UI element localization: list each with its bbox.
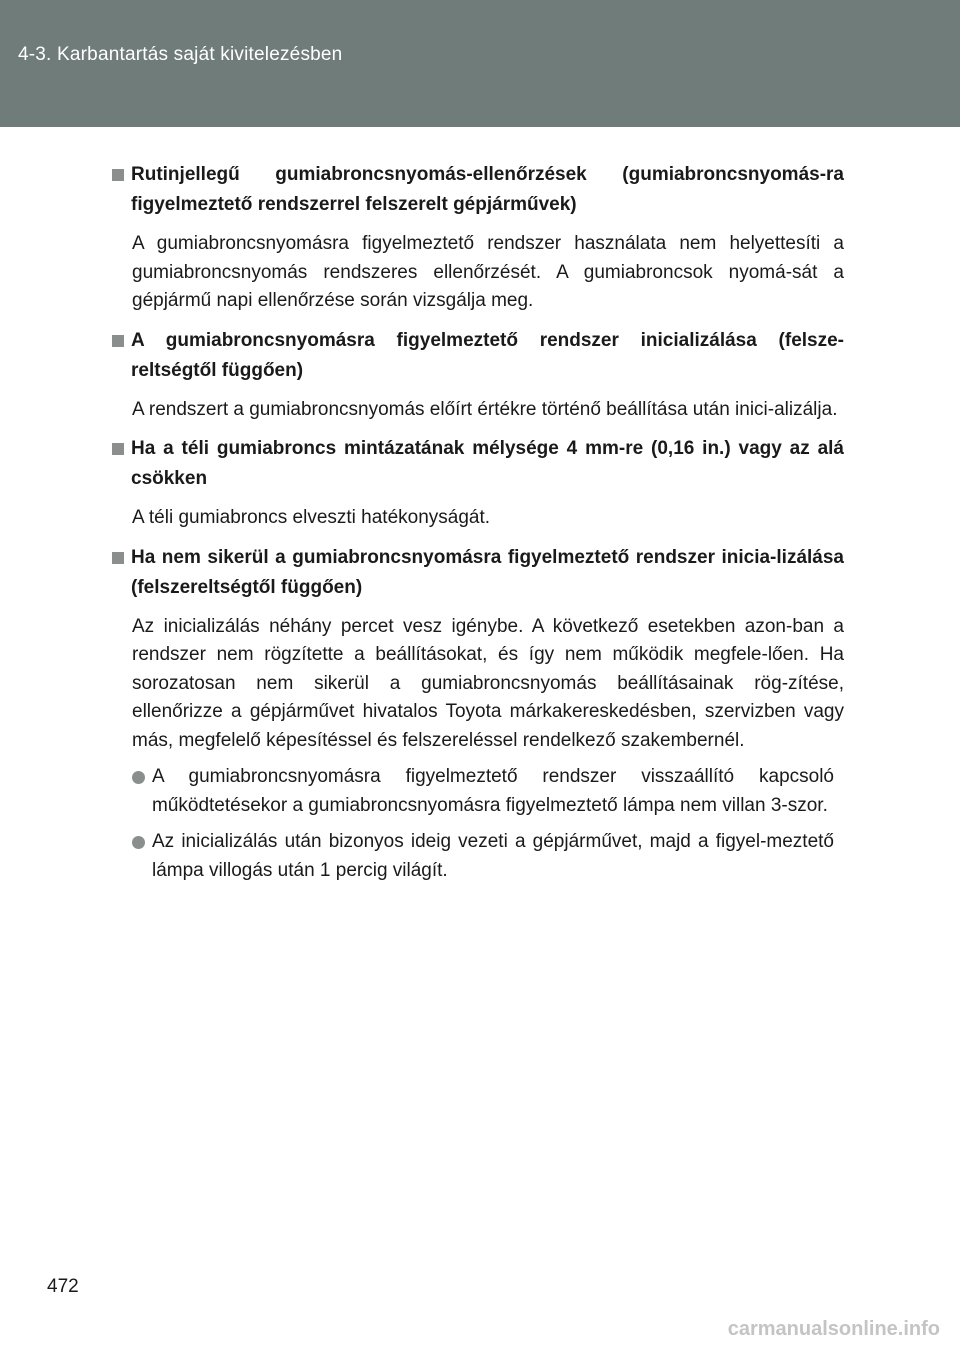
section-body: Az inicializálás néhány percet vesz igénybe. A következő esetekben azon-ban a rendszer nem rögzítette a beállításokat, és így nem működik megfele-lően. Ha sorozatosan nem sikerül a gumiabroncsnyomás beállításainak rög-zítése, ellenőrizze a gépjárművet hivatalos Toyota márkakereskedésben, szervizben vagy más, megfelelő képesítéssel és felszereléssel rendelkező szakembernél. <box>132 615 844 751</box>
section <box>112 434 844 533</box>
list-item-text: Az inicializálás után bizonyos ideig vezeti a gépjárművet, majd a figyel-meztető lámpa villogás után 1 percig világít. <box>152 831 834 881</box>
section <box>112 543 844 886</box>
section <box>112 160 844 316</box>
section-heading <box>112 160 844 220</box>
section-body: A gumiabroncsnyomásra figyelmeztető rendszer használata nem helyettesíti a gumiabroncsnyomás rendszeres ellenőrzését. A gumiabroncsok nyomá-sát a gépjármű napi ellenőrzése során vizsgálja meg. <box>132 233 844 311</box>
section-body: A rendszert a gumiabroncsnyomás előírt értékre történő beállítása után inici-alizálja. <box>132 398 838 420</box>
section-title: Ha nem sikerül a gumiabroncsnyomásra figyelmeztető rendszer inicia-lizálása (felszereltségtől függően) <box>131 546 844 598</box>
watermark: carmanualsonline.info <box>727 1318 940 1340</box>
section <box>112 326 844 425</box>
section-heading <box>112 434 844 494</box>
list-item <box>132 763 834 820</box>
chapter-title: 4-3. Karbantartás saját kivitelezésben <box>18 44 343 65</box>
circle-bullet-icon <box>132 836 145 849</box>
bullet-list <box>132 763 844 885</box>
section-title: A gumiabroncsnyomásra figyelmeztető rendszer inicializálása (felsze-reltségtől függően) <box>131 329 844 381</box>
square-bullet-icon <box>112 335 124 347</box>
square-bullet-icon <box>112 169 124 181</box>
section-title: Ha a téli gumiabroncs mintázatának mélysége 4 mm-re (0,16 in.) vagy az alá csökken <box>131 438 844 489</box>
list-item <box>132 828 834 885</box>
section-title: Rutinjellegű gumiabroncsnyomás-ellenőrzések (gumiabroncsnyomás-ra figyelmeztető rendszerrel felszerelt gépjárművek) <box>131 164 844 215</box>
page-content <box>112 160 844 895</box>
page-header <box>0 0 960 127</box>
circle-bullet-icon <box>132 771 145 784</box>
section-body: A téli gumiabroncs elveszti hatékonyságát. <box>132 507 491 528</box>
square-bullet-icon <box>112 443 124 455</box>
square-bullet-icon <box>112 552 124 564</box>
section-heading <box>112 326 844 386</box>
page-number: 472 <box>47 1276 79 1297</box>
list-item-text: A gumiabroncsnyomásra figyelmeztető rendszer visszaállító kapcsoló működtetésekor a gumiabroncsnyomásra figyelmeztető lámpa nem villan 3-szor. <box>152 766 834 816</box>
section-heading <box>112 543 844 603</box>
